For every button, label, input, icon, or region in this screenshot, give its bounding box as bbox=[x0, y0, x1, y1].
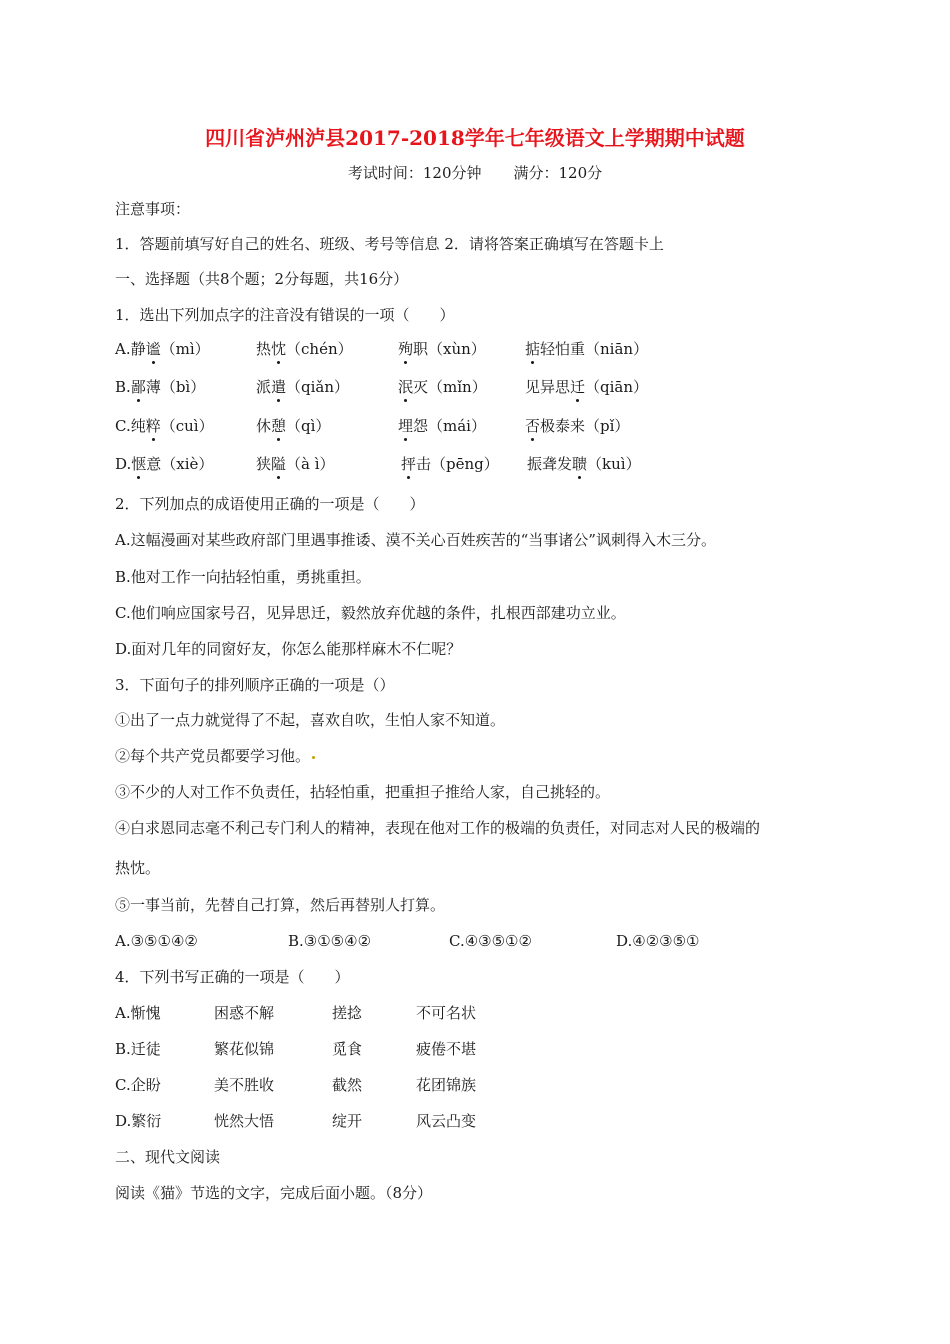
q4-stem: 4．下列书写正确的一项是（ ） bbox=[115, 968, 350, 986]
q3-option-b: B.③①⑤④② bbox=[288, 932, 372, 950]
q4-b-4: 疲倦不堪 bbox=[416, 1040, 477, 1058]
q4-a-1: A.惭愧 bbox=[115, 1004, 161, 1022]
section1-heading: 一、选择题（共8个题；2分每题，共16分） bbox=[115, 270, 409, 288]
q3-sentence-2-wrap bbox=[115, 746, 315, 766]
q2-option-b: B.他对工作一向拈轻怕重，勇挑重担。 bbox=[115, 568, 371, 586]
q4-c-3: 截然 bbox=[332, 1076, 363, 1094]
q1-stem: 1．选出下列加点字的注音没有错误的一项（ ） bbox=[115, 306, 455, 324]
exam-time: 考试时间：120分钟 bbox=[347, 164, 482, 182]
q3-sentence-2: ②每个共产党员都要学习他。 bbox=[115, 747, 311, 765]
stray-mark bbox=[312, 756, 315, 759]
section2-intro: 阅读《猫》节选的文字，完成后面小题。（8分） bbox=[115, 1184, 433, 1202]
q1-a-1: A.静谧（mì） bbox=[115, 340, 210, 358]
notice-heading: 注意事项： bbox=[115, 200, 191, 218]
q4-c-4: 花团锦族 bbox=[416, 1076, 477, 1094]
q1-d-3: 抨击（pēng） bbox=[401, 455, 499, 473]
q1-c-1: C.纯粹（cuì） bbox=[115, 417, 214, 435]
q1-c-2: 休憩（qì） bbox=[256, 417, 331, 435]
q3-option-c: C.④③⑤①② bbox=[449, 932, 532, 950]
q2-option-d: D.面对几年的同窗好友，你怎么能那样麻木不仁呢？ bbox=[115, 640, 462, 658]
q1-c-4: 否极泰来（pǐ） bbox=[525, 417, 630, 435]
q4-a-3: 搓捻 bbox=[332, 1004, 363, 1022]
q3-option-d: D.④②③⑤① bbox=[616, 932, 700, 950]
q4-b-1: B.迁徒 bbox=[115, 1040, 161, 1058]
q4-a-4: 不可名状 bbox=[416, 1004, 477, 1022]
q4-d-4: 风云凸变 bbox=[416, 1112, 477, 1130]
section2-heading: 二、现代文阅读 bbox=[115, 1148, 221, 1166]
exam-info bbox=[0, 163, 950, 183]
q4-b-2: 繁花似锦 bbox=[214, 1040, 275, 1058]
q3-sentence-4: ④白求恩同志毫不利己专门利人的精神，表现在他对工作的极端的负责任，对同志对人民的极端的 bbox=[115, 819, 761, 837]
q4-a-2: 困惑不解 bbox=[214, 1004, 275, 1022]
q4-c-1: C.企盼 bbox=[115, 1076, 161, 1094]
page-title: 四川省泸州泸县2017-2018学年七年级语文上学期期中试题 bbox=[205, 126, 745, 150]
q1-b-1: B.鄙薄（bì） bbox=[115, 378, 206, 396]
q1-b-3: 泯灭（mǐn） bbox=[398, 378, 487, 396]
q4-c-2: 美不胜收 bbox=[214, 1076, 275, 1094]
q2-stem: 2．下列加点的成语使用正确的一项是（ ） bbox=[115, 495, 425, 513]
q1-c-3: 埋怨（mái） bbox=[398, 417, 486, 435]
q1-b-4: 见异思迁（qiān） bbox=[525, 378, 649, 396]
q3-sentence-3: ③不少的人对工作不负责任，拈轻怕重，把重担子推给人家，自己挑轻的。 bbox=[115, 783, 611, 801]
notice-text: 1．答题前填写好自己的姓名、班级、考号等信息 2．请将答案正确填写在答题卡上 bbox=[115, 235, 664, 253]
q1-a-3: 殉职（xùn） bbox=[398, 340, 486, 358]
q3-sentence-1: ①出了一点力就觉得了不起，喜欢自吹，生怕人家不知道。 bbox=[115, 711, 506, 729]
q1-a-4: 掂轻怕重（niān） bbox=[525, 340, 649, 358]
q2-option-a: A.这幅漫画对某些政府部门里遇事推诿、漠不关心百姓疾苦的“当事诸公”讽刺得入木三分。 bbox=[115, 531, 716, 549]
q4-d-3: 绽开 bbox=[332, 1112, 363, 1130]
q4-d-2: 恍然大悟 bbox=[214, 1112, 275, 1130]
q4-b-3: 觅食 bbox=[332, 1040, 363, 1058]
exam-score: 满分：120分 bbox=[513, 164, 603, 182]
q3-sentence-4-cont: 热忱。 bbox=[115, 859, 161, 877]
q1-b-2: 派遣（qiǎn） bbox=[256, 378, 350, 396]
q1-d-4: 振聋发聩（kuì） bbox=[527, 455, 641, 473]
q3-sentence-5: ⑤一事当前，先替自己打算，然后再替别人打算。 bbox=[115, 896, 446, 914]
q3-option-a: A.③⑤①④② bbox=[115, 932, 198, 950]
q2-option-c: C.他们响应国家号召，见异思迁，毅然放弃优越的条件，扎根西部建功立业。 bbox=[115, 604, 626, 622]
q1-a-2: 热忱（chén） bbox=[256, 340, 353, 358]
q3-stem: 3．下面句子的排列顺序正确的一项是（） bbox=[115, 676, 395, 694]
q4-d-1: D.繁衍 bbox=[115, 1112, 162, 1130]
q1-d-1: D.惬意（xiè） bbox=[115, 455, 214, 473]
q1-d-2: 狭隘（à ì） bbox=[256, 455, 335, 473]
